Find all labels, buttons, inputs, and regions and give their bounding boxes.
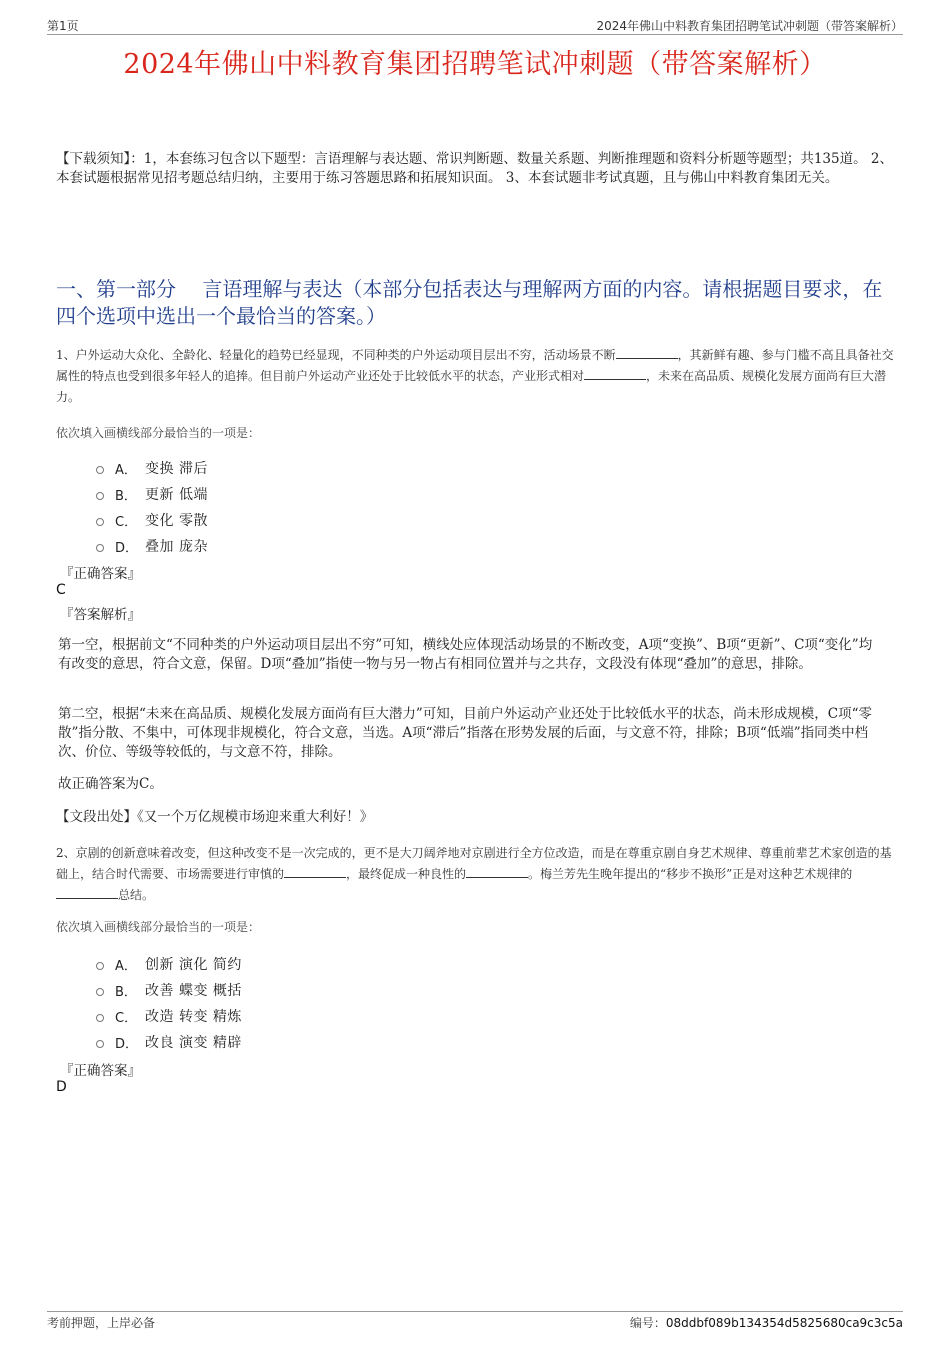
answer-label: 『正确答案』 (60, 566, 141, 582)
option-letter: D． (115, 540, 139, 556)
radio-icon[interactable] (96, 492, 104, 500)
answer-label: 『正确答案』 (60, 1063, 141, 1079)
option-text: 改良 演变 精辟 (145, 1035, 242, 1051)
radio-icon[interactable] (96, 544, 104, 552)
radio-icon[interactable] (96, 518, 104, 526)
option-text: 改善 蝶变 概括 (145, 983, 242, 999)
radio-icon[interactable] (96, 962, 104, 970)
option-letter: B． (115, 488, 137, 504)
option-a[interactable] (96, 455, 208, 481)
code-label: 编号： (629, 1316, 666, 1330)
radio-icon[interactable] (96, 988, 104, 996)
option-text: 叠加 庞杂 (145, 539, 208, 555)
option-d[interactable] (96, 533, 208, 559)
option-c[interactable] (96, 1003, 242, 1029)
answer-value: C (56, 582, 66, 598)
question-1-text (56, 345, 894, 408)
section-title: 一、第一部分 言语理解与表达（本部分包括表达与理解两方面的内容。请根据题目要求，在四个选项中选出一个最恰当的答案。） (56, 277, 883, 328)
radio-icon[interactable] (96, 1014, 104, 1022)
option-letter: C． (115, 514, 138, 530)
footer-code (630, 1314, 903, 1331)
footer-divider (47, 1311, 903, 1312)
option-letter: C． (115, 1010, 138, 1026)
option-b[interactable] (96, 977, 242, 1003)
option-text: 变换 滞后 (145, 461, 208, 477)
radio-icon[interactable] (96, 466, 104, 474)
option-text: 更新 低端 (145, 487, 208, 503)
source-citation: 【文段出处】《又一个万亿规模市场迎来重大利好！》 (56, 809, 374, 825)
option-letter: A． (115, 958, 137, 974)
fill-blank (56, 886, 118, 899)
fill-blank (584, 367, 646, 380)
answer-value: D (56, 1079, 67, 1095)
radio-icon[interactable] (96, 1040, 104, 1048)
question-1-text-part: 1、户外运动大众化、全龄化、轻量化的趋势已经显现，不同种类的户外运动项目层出不穷，活动场景不断 (56, 348, 616, 362)
option-text: 创新 演化 简约 (145, 957, 242, 973)
option-text: 改造 转变 精炼 (145, 1009, 242, 1025)
option-b[interactable] (96, 481, 208, 507)
option-letter: A． (115, 462, 137, 478)
question-2-text-part: 。梅兰芳先生晚年提出的“移步不换形”正是对这种艺术规律的 (528, 867, 853, 881)
question-2-text-part: ，最终促成一种良性的 (346, 867, 467, 881)
option-letter: B． (115, 984, 137, 1000)
question-1-prompt: 依次填入画横线部分最恰当的一项是： (56, 426, 261, 440)
analysis-paragraph-2: 第二空，根据“未来在高品质、规模化发展方面尚有巨大潜力”可知，目前户外运动产业还处于比较低水平的状态，尚未形成规模，C项“零散”指分散、不集中，可体现非规模化，符合文意，当选。A项“滞后”指落在形势发展的后面，与文意不符，排除；B项“低端”指同类中档次、价位、等级等较低的，与文意不符，排除。 (58, 706, 873, 760)
code-value: 08ddbf089b134354d5825680ca9c3c5a (665, 1316, 903, 1330)
question-2-options (96, 951, 242, 1055)
question-2-prompt: 依次填入画横线部分最恰当的一项是： (56, 920, 261, 934)
analysis-paragraph-1: 第一空，根据前文“不同种类的户外运动项目层出不穷”可知，横线处应体现活动场景的不断改变，A项“变换”、B项“更新”、C项“变化”均有改变的意思，符合文意，保留。D项“叠加”指使一物与另一物占有相同位置并与之共存，文段没有体现“叠加”的意思，排除。 (58, 637, 873, 672)
download-notice: 【下载须知】：1，本套练习包含以下题型：言语理解与表达题、常识判断题、数量关系题、判断推理题和资料分析题等题型；共135道。 2、本套试题根据常见招考题总结归纳，主要用于练习答题思路和拓展知识面。 3、本套试题非考试真题，且与佛山中料教育集团无关。 (56, 151, 893, 186)
question-1-options (96, 455, 208, 559)
fill-blank (466, 865, 528, 878)
page-header (47, 14, 903, 35)
option-letter: D． (115, 1036, 139, 1052)
option-a[interactable] (96, 951, 242, 977)
analysis-label: 『答案解析』 (60, 607, 141, 623)
fill-blank (284, 865, 346, 878)
option-text: 变化 零散 (145, 513, 208, 529)
question-2-text (56, 843, 894, 906)
analysis-conclusion: 故正确答案为C。 (58, 776, 163, 792)
page-title: 2024年佛山中料教育集团招聘笔试冲刺题（带答案解析） (123, 49, 827, 80)
fill-blank (616, 346, 678, 359)
page-number: 第1页 (47, 19, 79, 33)
header-doc-title: 2024年佛山中料教育集团招聘笔试冲刺题（带答案解析） (596, 19, 903, 33)
option-d[interactable] (96, 1029, 242, 1055)
question-1-text-part: ，其新鲜有趣、参与门槛不高且具备社交属性的特点也受到很多年轻人的追捧。但目前户外运动产业还处于比较低水平的状态，产业形式相对 (56, 348, 894, 383)
question-2-text-part: 总结。 (118, 888, 155, 902)
question-2-text-part: 2、京剧的创新意味着改变，但这种改变不是一次完成的，更不是大刀阔斧地对京剧进行全方位改造，而是在尊重京剧自身艺术规律、尊重前辈艺术家创造的基础上，结合时代需要、市场需要进行审慎的 (56, 846, 892, 881)
footer-slogan: 考前押题，上岸必备 (47, 1316, 156, 1330)
question-1-text-part: ，未来在高品质、规模化发展方面尚有巨大潜力。 (56, 369, 887, 404)
option-c[interactable] (96, 507, 208, 533)
